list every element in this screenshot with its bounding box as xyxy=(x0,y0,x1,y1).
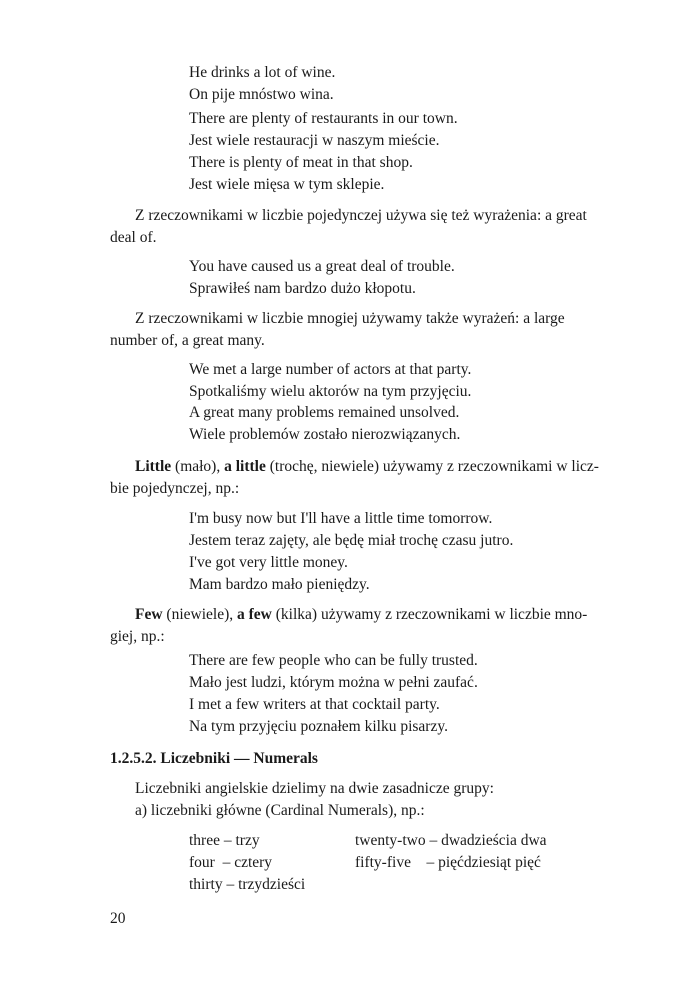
numerals-intro xyxy=(135,778,494,822)
paragraph-text: giej, np.: xyxy=(110,628,165,645)
example-english: He drinks a lot of wine. xyxy=(189,64,336,81)
paragraph-rest: (trochę, niewiele) używamy z rzeczownikami w licz- xyxy=(265,458,599,475)
example-block xyxy=(189,152,413,196)
paragraph-line xyxy=(110,626,655,648)
paragraph-little xyxy=(110,456,655,500)
example-polish: Jest wiele restauracji w naszym mieście. xyxy=(189,132,440,149)
numeral-entry: thirty – trzydzieści xyxy=(189,876,306,893)
page-number: 20 xyxy=(110,910,126,927)
paragraph-text: number of, a great many. xyxy=(110,332,265,349)
paragraph-line xyxy=(110,604,655,626)
example-polish: Mam bardzo mało pieniędzy. xyxy=(189,576,370,593)
example-english: I've got very little money. xyxy=(189,554,348,571)
numeral-entry: twenty-two – dwadzieścia dwa xyxy=(355,832,547,849)
paragraph-line xyxy=(110,478,655,500)
example-block xyxy=(189,359,471,403)
gloss: (niewiele), xyxy=(162,606,237,623)
numerals-row xyxy=(189,874,609,896)
example-block xyxy=(189,552,370,596)
example-english: There are plenty of restaurants in our town. xyxy=(189,110,458,127)
numerals-row xyxy=(189,830,609,852)
paragraph-great-deal xyxy=(110,205,655,249)
term-a-few: a few xyxy=(237,606,272,623)
example-english: There are few people who can be fully trusted. xyxy=(189,652,478,669)
example-block xyxy=(189,108,458,152)
example-polish: Na tym przyjęciu poznałem kilku pisarzy. xyxy=(189,718,448,735)
paragraph-text: deal of. xyxy=(110,229,157,246)
numerals-row xyxy=(189,852,609,874)
example-english: We met a large number of actors at that party. xyxy=(189,361,472,378)
paragraph-line xyxy=(110,456,655,478)
numeral-entry: three – trzy xyxy=(189,832,260,849)
section-heading: 1.2.5.2. Liczebniki — Numerals xyxy=(110,750,318,767)
term-few: Few xyxy=(135,606,163,623)
term-a-little: a little xyxy=(224,458,266,475)
example-block xyxy=(189,256,455,300)
example-english: I met a few writers at that cocktail party. xyxy=(189,696,440,713)
example-polish: On pije mnóstwo wina. xyxy=(189,86,334,103)
numeral-entry: four – cztery xyxy=(189,854,273,871)
paragraph-line xyxy=(110,227,655,249)
paragraph-text: bie pojedynczej, np.: xyxy=(110,480,240,497)
example-polish: Wiele problemów zostało nierozwiązanych. xyxy=(189,426,461,443)
paragraph-text xyxy=(135,456,599,478)
example-block xyxy=(189,508,513,552)
example-english: I'm busy now but I'll have a little time tomorrow. xyxy=(189,510,493,527)
paragraph-line xyxy=(110,308,655,330)
paragraph-text: Z rzeczownikami w liczbie pojedynczej używa się też wyrażenia: a great xyxy=(135,207,587,224)
paragraph-text xyxy=(135,604,587,626)
paragraph-large-number xyxy=(110,308,655,352)
example-english: You have caused us a great deal of trouble. xyxy=(189,258,455,275)
example-polish: Mało jest ludzi, którym można w pełni zaufać. xyxy=(189,674,478,691)
paragraph-line xyxy=(110,205,655,227)
example-english: There is plenty of meat in that shop. xyxy=(189,154,413,171)
example-polish: Spotkaliśmy wielu aktorów na tym przyjęciu. xyxy=(189,383,472,400)
paragraph-rest: (kilka) używamy z rzeczownikami w liczbie mno- xyxy=(271,606,588,623)
term-little: Little xyxy=(135,458,172,475)
numeral-entry: fifty-five – pięćdziesiąt pięć xyxy=(355,854,541,871)
gloss: (mało), xyxy=(171,458,225,475)
intro-line: a) liczebniki główne (Cardinal Numerals), np.: xyxy=(135,802,425,819)
example-polish: Jest wiele mięsa w tym sklepie. xyxy=(189,176,385,193)
example-block xyxy=(189,694,448,738)
numerals-table xyxy=(189,830,609,896)
paragraph-few xyxy=(110,604,655,648)
paragraph-line xyxy=(110,330,655,352)
example-block xyxy=(189,402,460,446)
example-block xyxy=(189,62,335,106)
example-english: A great many problems remained unsolved. xyxy=(189,404,460,421)
intro-line: Liczebniki angielskie dzielimy na dwie zasadnicze grupy: xyxy=(135,780,494,797)
paragraph-text: Z rzeczownikami w liczbie mnogiej używamy także wyrażeń: a large xyxy=(135,310,565,327)
example-polish: Sprawiłeś nam bardzo dużo kłopotu. xyxy=(189,280,416,297)
example-polish: Jestem teraz zajęty, ale będę miał trochę czasu jutro. xyxy=(189,532,514,549)
example-block xyxy=(189,650,478,694)
